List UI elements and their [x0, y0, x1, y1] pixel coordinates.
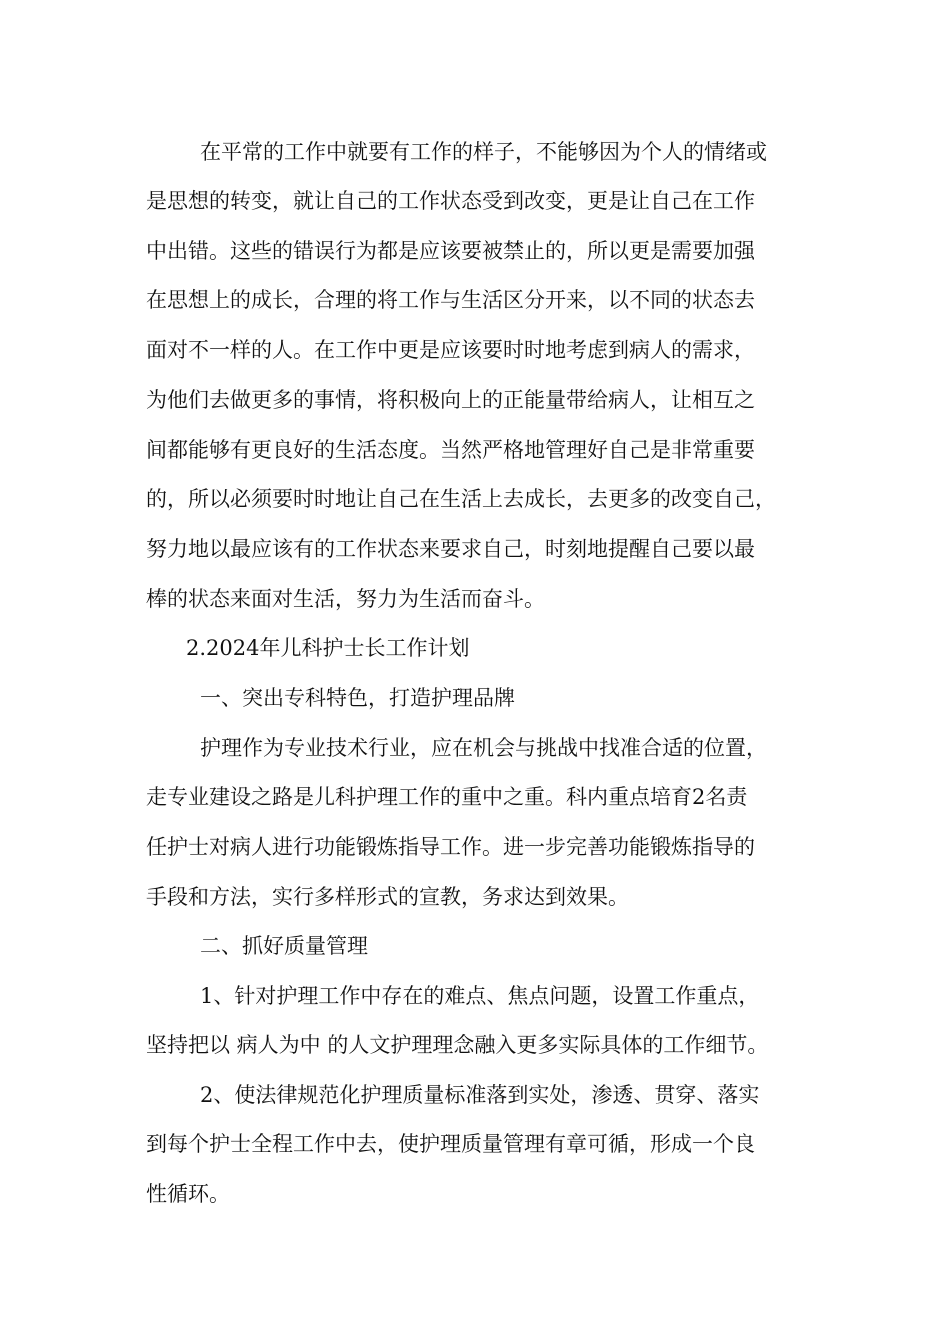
text-line: 2、使法律规范化护理质量标准落到实处，渗透、贯穿、落实	[200, 1083, 760, 1107]
text-line: 在平常的工作中就要有工作的样子，不能够因为个人的情绪或	[200, 140, 767, 164]
section-heading: 2.2024年儿科护士长工作计划	[186, 636, 470, 660]
text-line: 性循环。	[146, 1182, 230, 1206]
text-line: 的，所以必须要时时地让自己在生活上去成长，去更多的改变自己，	[146, 487, 776, 511]
text-line: 任护士对病人进行功能锻炼指导工作。进一步完善功能锻炼指导的	[146, 835, 755, 859]
text-line: 在思想上的成长，合理的将工作与生活区分开来，以不同的状态去	[146, 288, 755, 312]
text-line: 棒的状态来面对生活，努力为生活而奋斗。	[146, 587, 545, 611]
text-line: 是思想的转变，就让自己的工作状态受到改变，更是让自己在工作	[146, 189, 755, 213]
subsection-heading: 二、抓好质量管理	[200, 934, 368, 958]
subsection-heading: 一、突出专科特色，打造护理品牌	[200, 686, 515, 710]
text-line: 走专业建设之路是儿科护理工作的重中之重。科内重点培育2名责	[146, 785, 748, 809]
text-line: 到每个护士全程工作中去，使护理质量管理有章可循，形成一个良	[146, 1132, 755, 1156]
text-line: 护理作为专业技术行业，应在机会与挑战中找准合适的位置，	[200, 736, 767, 760]
text-line: 1、针对护理工作中存在的难点、焦点问题，设置工作重点，	[200, 984, 760, 1008]
text-line: 间都能够有更良好的生活态度。当然严格地管理好自己是非常重要	[146, 438, 755, 462]
text-line: 面对不一样的人。在工作中更是应该要时时地考虑到病人的需求，	[146, 338, 755, 362]
text-line: 努力地以最应该有的工作状态来要求自己，时刻地提醒自己要以最	[146, 537, 755, 561]
text-line: 坚持把以 病人为中 的人文护理理念融入更多实际具体的工作细节。	[146, 1033, 769, 1057]
text-line: 中出错。这些的错误行为都是应该要被禁止的，所以更是需要加强	[146, 239, 755, 263]
text-line: 手段和方法，实行多样形式的宣教，务求达到效果。	[146, 885, 629, 909]
text-line: 为他们去做更多的事情，将积极向上的正能量带给病人，让相互之	[146, 388, 755, 412]
